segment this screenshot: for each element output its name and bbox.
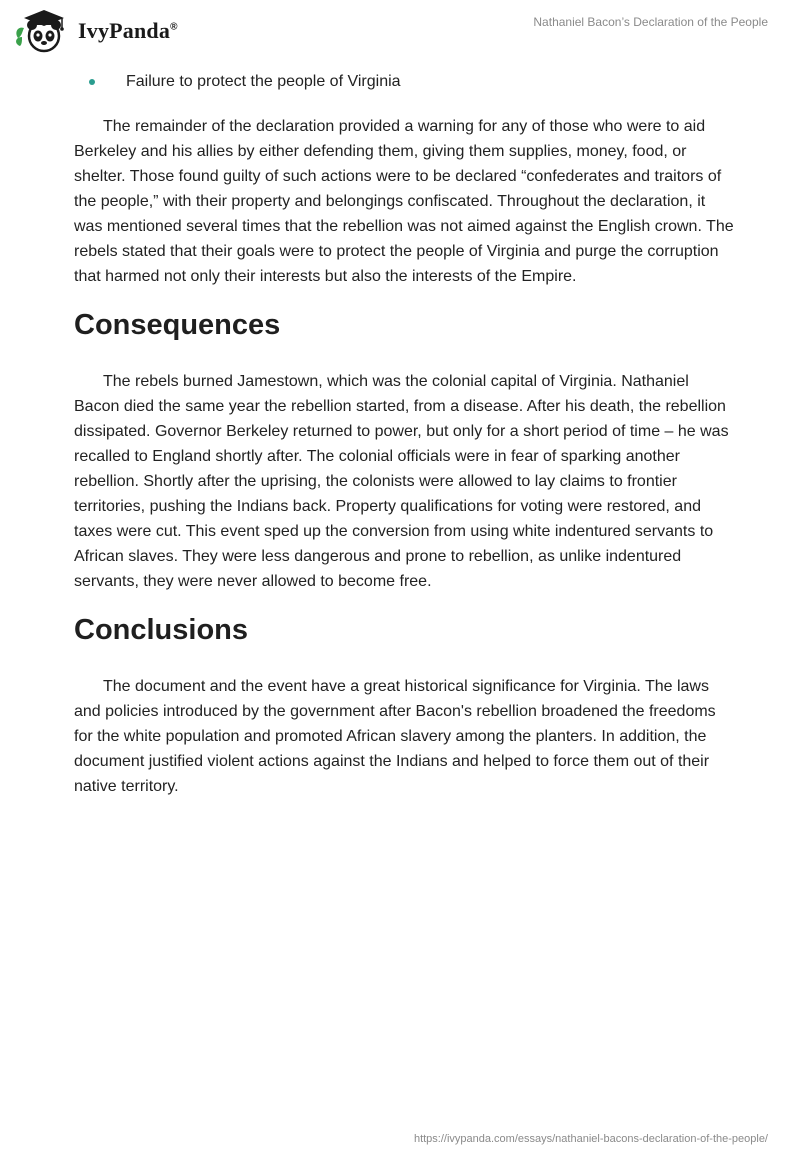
paragraph-conclusions: The document and the event have a great historical significance for Virginia. The laws and policies introduced by the government after Bacon's rebellion broadened the freedoms for the white population and promoted African slavery among the planters. In addition, the document justified violent actions against the Indians and helped to force them out of their native territory. bbox=[74, 678, 716, 795]
ivypanda-logo[interactable] bbox=[14, 8, 178, 54]
list-item bbox=[74, 70, 734, 94]
bullet-icon bbox=[89, 79, 95, 85]
heading-conclusions: Conclusions bbox=[74, 614, 249, 646]
logo-wordmark: IvyPanda® bbox=[78, 18, 178, 43]
paragraph-declaration-warning: The remainder of the declaration provided a warning for any of those who were to aid Berkeley and his allies by either defending them, giving them supplies, money, food, or shelter. Those found guilty of such actions were to be declared “confederates and traitors of the people,” with their property and belongings confiscated. Throughout the declaration, it was mentioned several times that the rebellion was not aimed against the English crown. The rebels stated that their goals were to protect the people of Virginia and purge the corruption that harmed not only their interests but also the interests of the Empire. bbox=[74, 118, 734, 285]
paragraph-consequences: The rebels burned Jamestown, which was the colonial capital of Virginia. Nathaniel Bacon died the same year the rebellion started, from a disease. After his death, the rebellion dissipated. Governor Berkeley returned to power, but only for a short period of time – he was recalled to England shortly after. The colonial officials were in fear of sparking another rebellion. Shortly after the uprising, the colonists were allowed to lay claims to frontier territories, pushing the Indians back. Property qualifications for voting were restored, and taxes were cut. This event sped up the conversion from using white indentured servants to African slaves. They were less dangerous and prone to rebellion, as unlike indentured servants, they were never allowed to become free. bbox=[74, 373, 729, 590]
panda-graduation-cap-icon bbox=[14, 8, 72, 54]
heading-consequences: Consequences bbox=[74, 309, 281, 341]
essay-content bbox=[74, 70, 734, 817]
source-url[interactable]: https://ivypanda.com/essays/nathaniel-bacons-declaration-of-the-people/ bbox=[413, 1133, 768, 1145]
list-item-text: Failure to protect the people of Virginia bbox=[126, 73, 401, 90]
page-header bbox=[0, 0, 800, 60]
registered-mark: ® bbox=[170, 21, 178, 33]
document-title: Nathaniel Bacon’s Declaration of the People bbox=[533, 15, 768, 29]
